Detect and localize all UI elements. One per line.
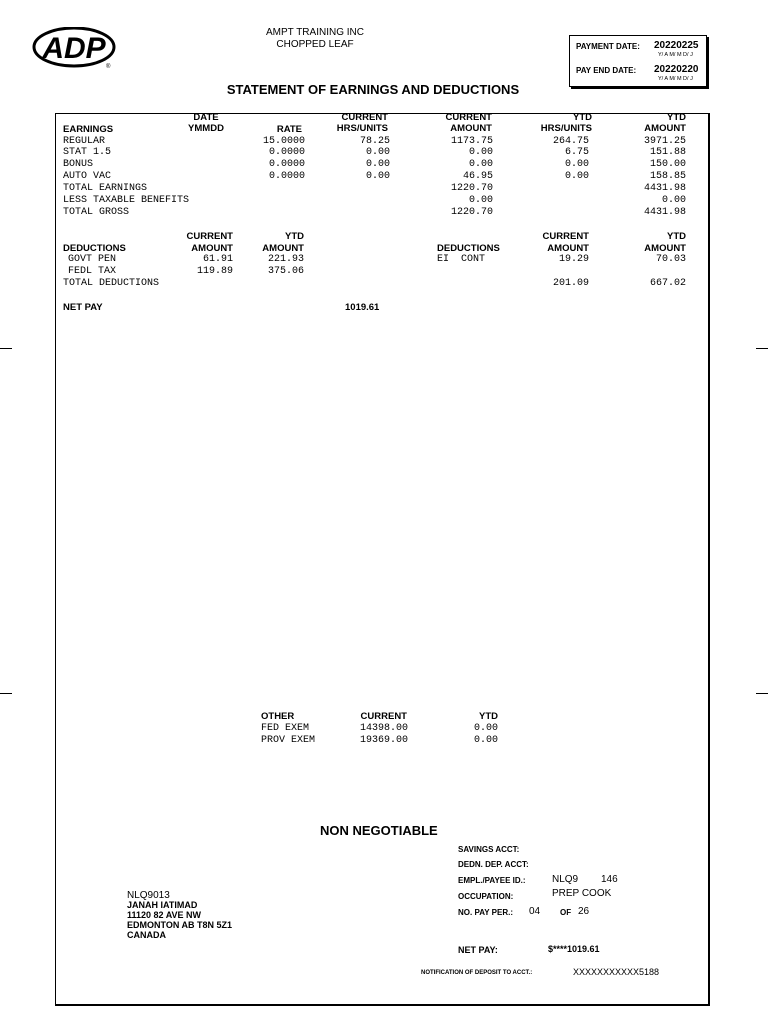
company-division: CHOPPED LEAF	[276, 39, 354, 50]
adp-logo	[32, 27, 116, 71]
pay-period-value: 04	[529, 906, 541, 917]
non-negotiable-label: NON NEGOTIABLE	[320, 823, 438, 838]
deduction-name: GOVT PEN	[68, 254, 117, 265]
statement-title: STATEMENT OF EARNINGS AND DEDUCTIONS	[226, 82, 520, 97]
occupation-label: OCCUPATION:	[458, 892, 514, 901]
dedn-dep-acct-label: DEDN. DEP. ACCT:	[458, 860, 529, 869]
empl-payee-id-label: EMPL./PAYEE ID.:	[458, 876, 526, 885]
total-deductions-ytd: 667.02	[649, 278, 686, 289]
cur-hrs-header-top: CURRENT	[341, 112, 388, 123]
stub-net-pay-label: NET PAY:	[458, 945, 498, 955]
rate-header: RATE	[276, 124, 302, 135]
deductions-header-label-right: DEDUCTIONS	[437, 243, 500, 254]
svg-text:ADP: ADP	[42, 32, 106, 65]
ded-right-current-header-top: CURRENT	[542, 231, 589, 242]
ded-current-header-top: CURRENT	[186, 231, 233, 242]
total-deductions-current: 201.09	[552, 278, 589, 289]
cur-hrs-header-bottom: HRS/UNITS	[336, 123, 388, 134]
fold-mark	[0, 693, 12, 694]
deduction-name: EI CONT	[437, 254, 486, 265]
employee-name: JANAH IATIMAD	[127, 900, 198, 910]
other-current-header: CURRENT	[360, 711, 407, 722]
earning-ytd-amt: 158.85	[649, 171, 686, 182]
pay-end-date-label: PAY END DATE:	[576, 66, 637, 75]
deduction-ytd: 70.03	[655, 254, 686, 265]
date-box	[569, 35, 707, 87]
taxable-benefits-label: LESS TAXABLE BENEFITS	[63, 195, 190, 206]
ded-current-header-bottom: AMOUNT	[191, 243, 233, 254]
earning-cur-hrs: 0.00	[365, 159, 390, 170]
deduction-current: 119.89	[196, 266, 233, 277]
payment-date-label: PAYMENT DATE:	[576, 42, 640, 51]
cur-amt-header-top: CURRENT	[445, 112, 492, 123]
adp-logo-icon	[32, 27, 116, 71]
earnings-header-label: EARNINGS	[63, 124, 114, 135]
earning-name: REGULAR	[63, 136, 106, 147]
earning-cur-amt: 0.00	[468, 147, 493, 158]
date-header-top: DATE	[193, 112, 219, 123]
earning-cur-amt: 46.95	[462, 171, 493, 182]
earning-ytd-amt: 151.88	[649, 147, 686, 158]
total-gross-ytd: 4431.98	[643, 207, 686, 218]
address-street: 11120 82 AVE NW	[127, 910, 202, 920]
earning-cur-amt: 0.00	[468, 159, 493, 170]
ytd-hrs-header-top: YTD	[573, 112, 592, 123]
empl-code: NLQ9	[552, 874, 579, 885]
pay-end-date-format: Y/ A M/ M D/ J	[658, 76, 693, 82]
net-pay-value: 1019.61	[345, 302, 380, 313]
ded-ytd-header-bottom: AMOUNT	[262, 243, 304, 254]
earning-ytd-hrs: 0.00	[564, 159, 589, 170]
earning-cur-hrs: 78.25	[359, 136, 390, 147]
earning-name: STAT 1.5	[63, 147, 112, 158]
ded-ytd-header-top: YTD	[285, 231, 304, 242]
deduction-ytd: 375.06	[267, 266, 304, 277]
ded-right-current-header-bottom: AMOUNT	[547, 243, 589, 254]
other-name: FED EXEM	[261, 723, 310, 734]
total-earnings-label: TOTAL EARNINGS	[63, 183, 148, 194]
company-info	[260, 27, 370, 51]
other-header-label: OTHER	[261, 711, 295, 722]
payment-date-format: Y/ A M/ M D/ J	[658, 52, 693, 58]
other-ytd: 0.00	[473, 735, 498, 746]
deduction-current: 61.91	[202, 254, 233, 265]
pay-periods-label: NO. PAY PER.:	[458, 908, 513, 917]
address-code: NLQ9013	[127, 890, 170, 901]
savings-acct-label: SAVINGS ACCT:	[458, 845, 520, 854]
deposit-notification-label: NOTIFICATION OF DEPOSIT TO ACCT.:	[421, 970, 533, 976]
earning-cur-amt: 1173.75	[450, 136, 493, 147]
deduction-ytd: 221.93	[267, 254, 304, 265]
earning-ytd-amt: 3971.25	[643, 136, 686, 147]
total-gross-label: TOTAL GROSS	[63, 207, 130, 218]
taxable-benefits-ytd: 0.00	[661, 195, 686, 206]
pay-end-date-value: 20220220	[654, 64, 699, 75]
of-label: OF	[560, 908, 572, 917]
svg-text:®: ®	[106, 64, 111, 70]
stub-net-pay-value: $****1019.61	[548, 944, 600, 954]
company-name: AMPT TRAINING INC	[266, 27, 364, 38]
earning-rate: 0.0000	[268, 171, 305, 182]
fold-mark	[0, 348, 12, 349]
earning-ytd-amt: 150.00	[649, 159, 686, 170]
deduction-current: 19.29	[558, 254, 589, 265]
of-value: 26	[578, 906, 590, 917]
ded-right-ytd-header-bottom: AMOUNT	[644, 243, 686, 254]
other-ytd: 0.00	[473, 723, 498, 734]
earning-rate: 0.0000	[268, 147, 305, 158]
other-ytd-header: YTD	[479, 711, 498, 722]
deposit-account: XXXXXXXXXXX5188	[573, 967, 660, 977]
total-earnings-ytd: 4431.98	[643, 183, 686, 194]
cur-amt-header-bottom: AMOUNT	[450, 123, 492, 134]
taxable-benefits-cur: 0.00	[468, 195, 493, 206]
deductions-header-label: DEDUCTIONS	[63, 243, 126, 254]
earning-ytd-hrs: 0.00	[564, 171, 589, 182]
net-pay-label: NET PAY	[63, 302, 103, 313]
ded-right-ytd-header-top: YTD	[667, 231, 686, 242]
empl-number: 146	[601, 874, 618, 885]
earning-cur-hrs: 0.00	[365, 171, 390, 182]
fold-mark	[756, 693, 768, 694]
date-header-bottom: YMMDD	[188, 123, 224, 134]
earning-name: BONUS	[63, 159, 94, 170]
ytd-hrs-header-bottom: HRS/UNITS	[540, 123, 592, 134]
occupation-value: PREP COOK	[552, 888, 612, 899]
fold-mark	[756, 348, 768, 349]
earning-rate: 15.0000	[262, 136, 305, 147]
other-current: 14398.00	[359, 723, 408, 734]
payment-date-value: 20220225	[654, 40, 699, 51]
total-deductions-label: TOTAL DEDUCTIONS	[63, 278, 160, 289]
total-earnings-cur: 1220.70	[450, 183, 493, 194]
other-current: 19369.00	[359, 735, 408, 746]
earning-ytd-hrs: 6.75	[564, 147, 589, 158]
earning-rate: 0.0000	[268, 159, 305, 170]
earning-cur-hrs: 0.00	[365, 147, 390, 158]
ytd-amt-header-bottom: AMOUNT	[644, 123, 686, 134]
other-name: PROV EXEM	[261, 735, 316, 746]
address-country: CANADA	[127, 930, 166, 940]
address-city: EDMONTON AB T8N 5Z1	[127, 920, 233, 930]
ytd-amt-header-top: YTD	[667, 112, 686, 123]
earning-name: AUTO VAC	[63, 171, 112, 182]
deduction-name: FEDL TAX	[68, 266, 117, 277]
earning-ytd-hrs: 264.75	[552, 136, 589, 147]
total-gross-cur: 1220.70	[450, 207, 493, 218]
